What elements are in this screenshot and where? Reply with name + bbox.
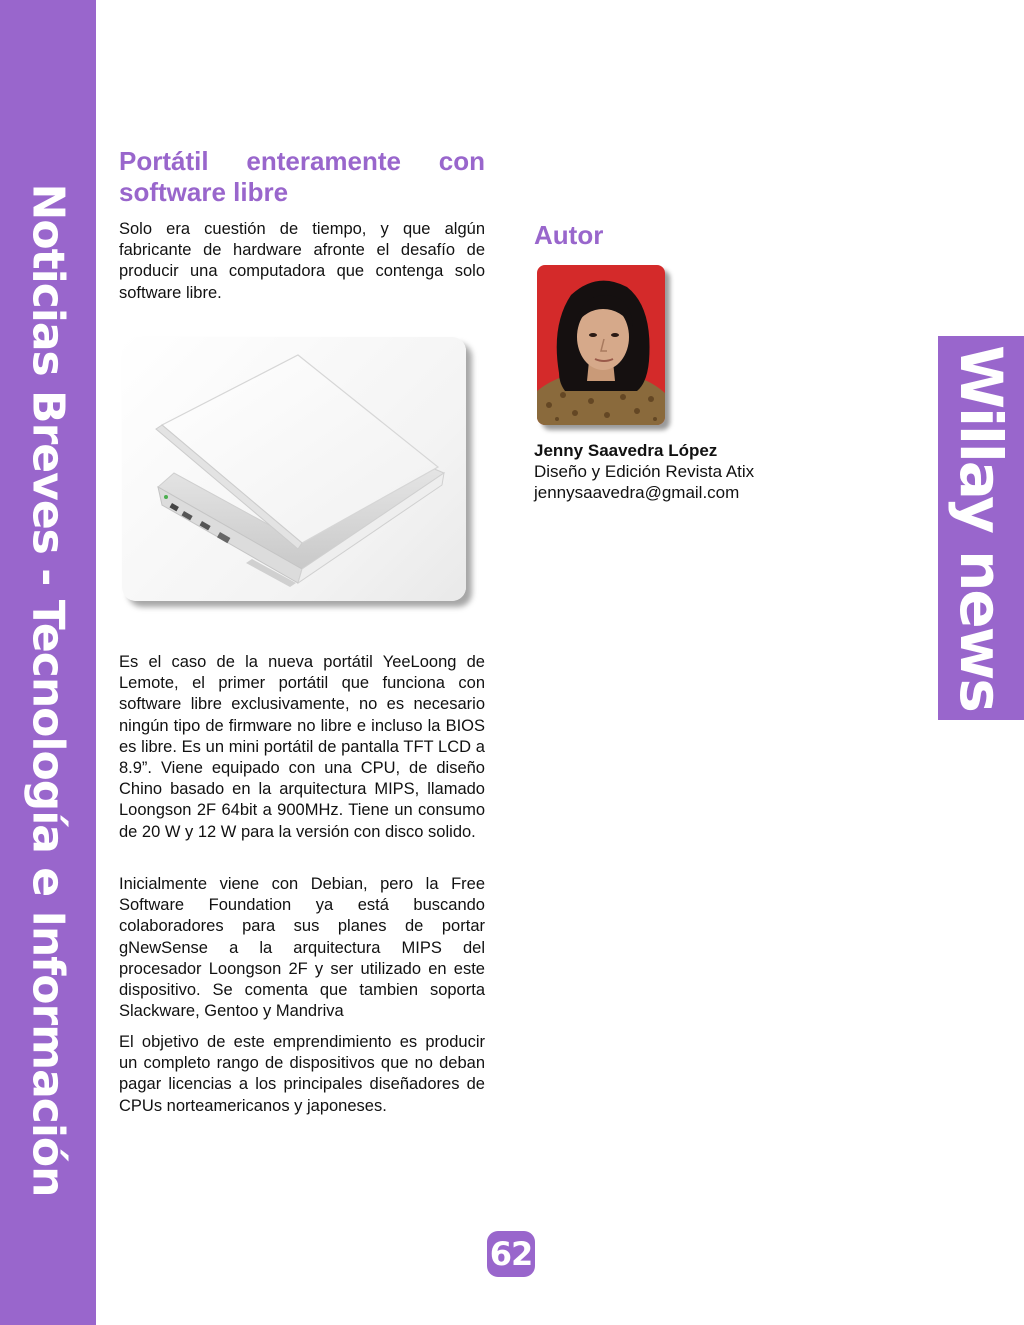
section-side-label: Noticias Breves - Tecnología e Información [22,183,74,1197]
page-number: 62 [489,1235,533,1273]
author-name: Jenny Saavedra López [534,441,718,460]
article-intro: Solo era cuestión de tiempo, y que algún fabricante de hardware afronte el desafío de producir una computadora que contenga solo software libre. [119,220,485,302]
author-heading: Autor [534,220,604,250]
laptop-illustration-icon [122,337,466,601]
article-paragraph: Es el caso de la nueva portátil YeeLoong de Lemote, el primer portátil que funciona con software libre exclusivamente, no es necesario ningún tipo de firmware no libre e incluso la BIOS es libre. Es un mini portátil de pantalla TFT LCD a 8.9”. Viene equipado con una CPU, de diseño Chino basado en la arquitectura MIPS, llamado Loongson 2F 64bit a 900MHz. Tiene un consumo de 20 W y 12 W para la versión con disco solido. [119,653,485,841]
article-paragraph: Inicialmente viene con Debian, pero la Free Software Foundation ya está buscando colaboradores para sus planes de portar gNewSense a la arquitectura MIPS del procesador Loongson 2F y ser utilizado en este dispositivo. Se comenta que tambien soporta Slackware, Gentoo y Mandriva [119,875,485,1021]
section-tab [938,336,1024,720]
author-role: Diseño y Edición Revista Atix [534,462,755,481]
author-portrait-icon [537,265,665,425]
section-side-band [0,0,96,1325]
author-photo [537,265,665,425]
article-title: Portátil enteramente con software libre [119,146,485,207]
section-tab-label: Willay news [947,345,1015,711]
author-email[interactable]: jennysaavedra@gmail.com [534,483,740,502]
laptop-figure [122,337,466,601]
page-number-badge [487,1231,535,1277]
article-paragraph: El objetivo de este emprendimiento es producir un completo rango de dispositivos que no deban pagar licencias a los principales diseñadores de CPUs norteamericanos y japoneses. [119,1033,485,1115]
